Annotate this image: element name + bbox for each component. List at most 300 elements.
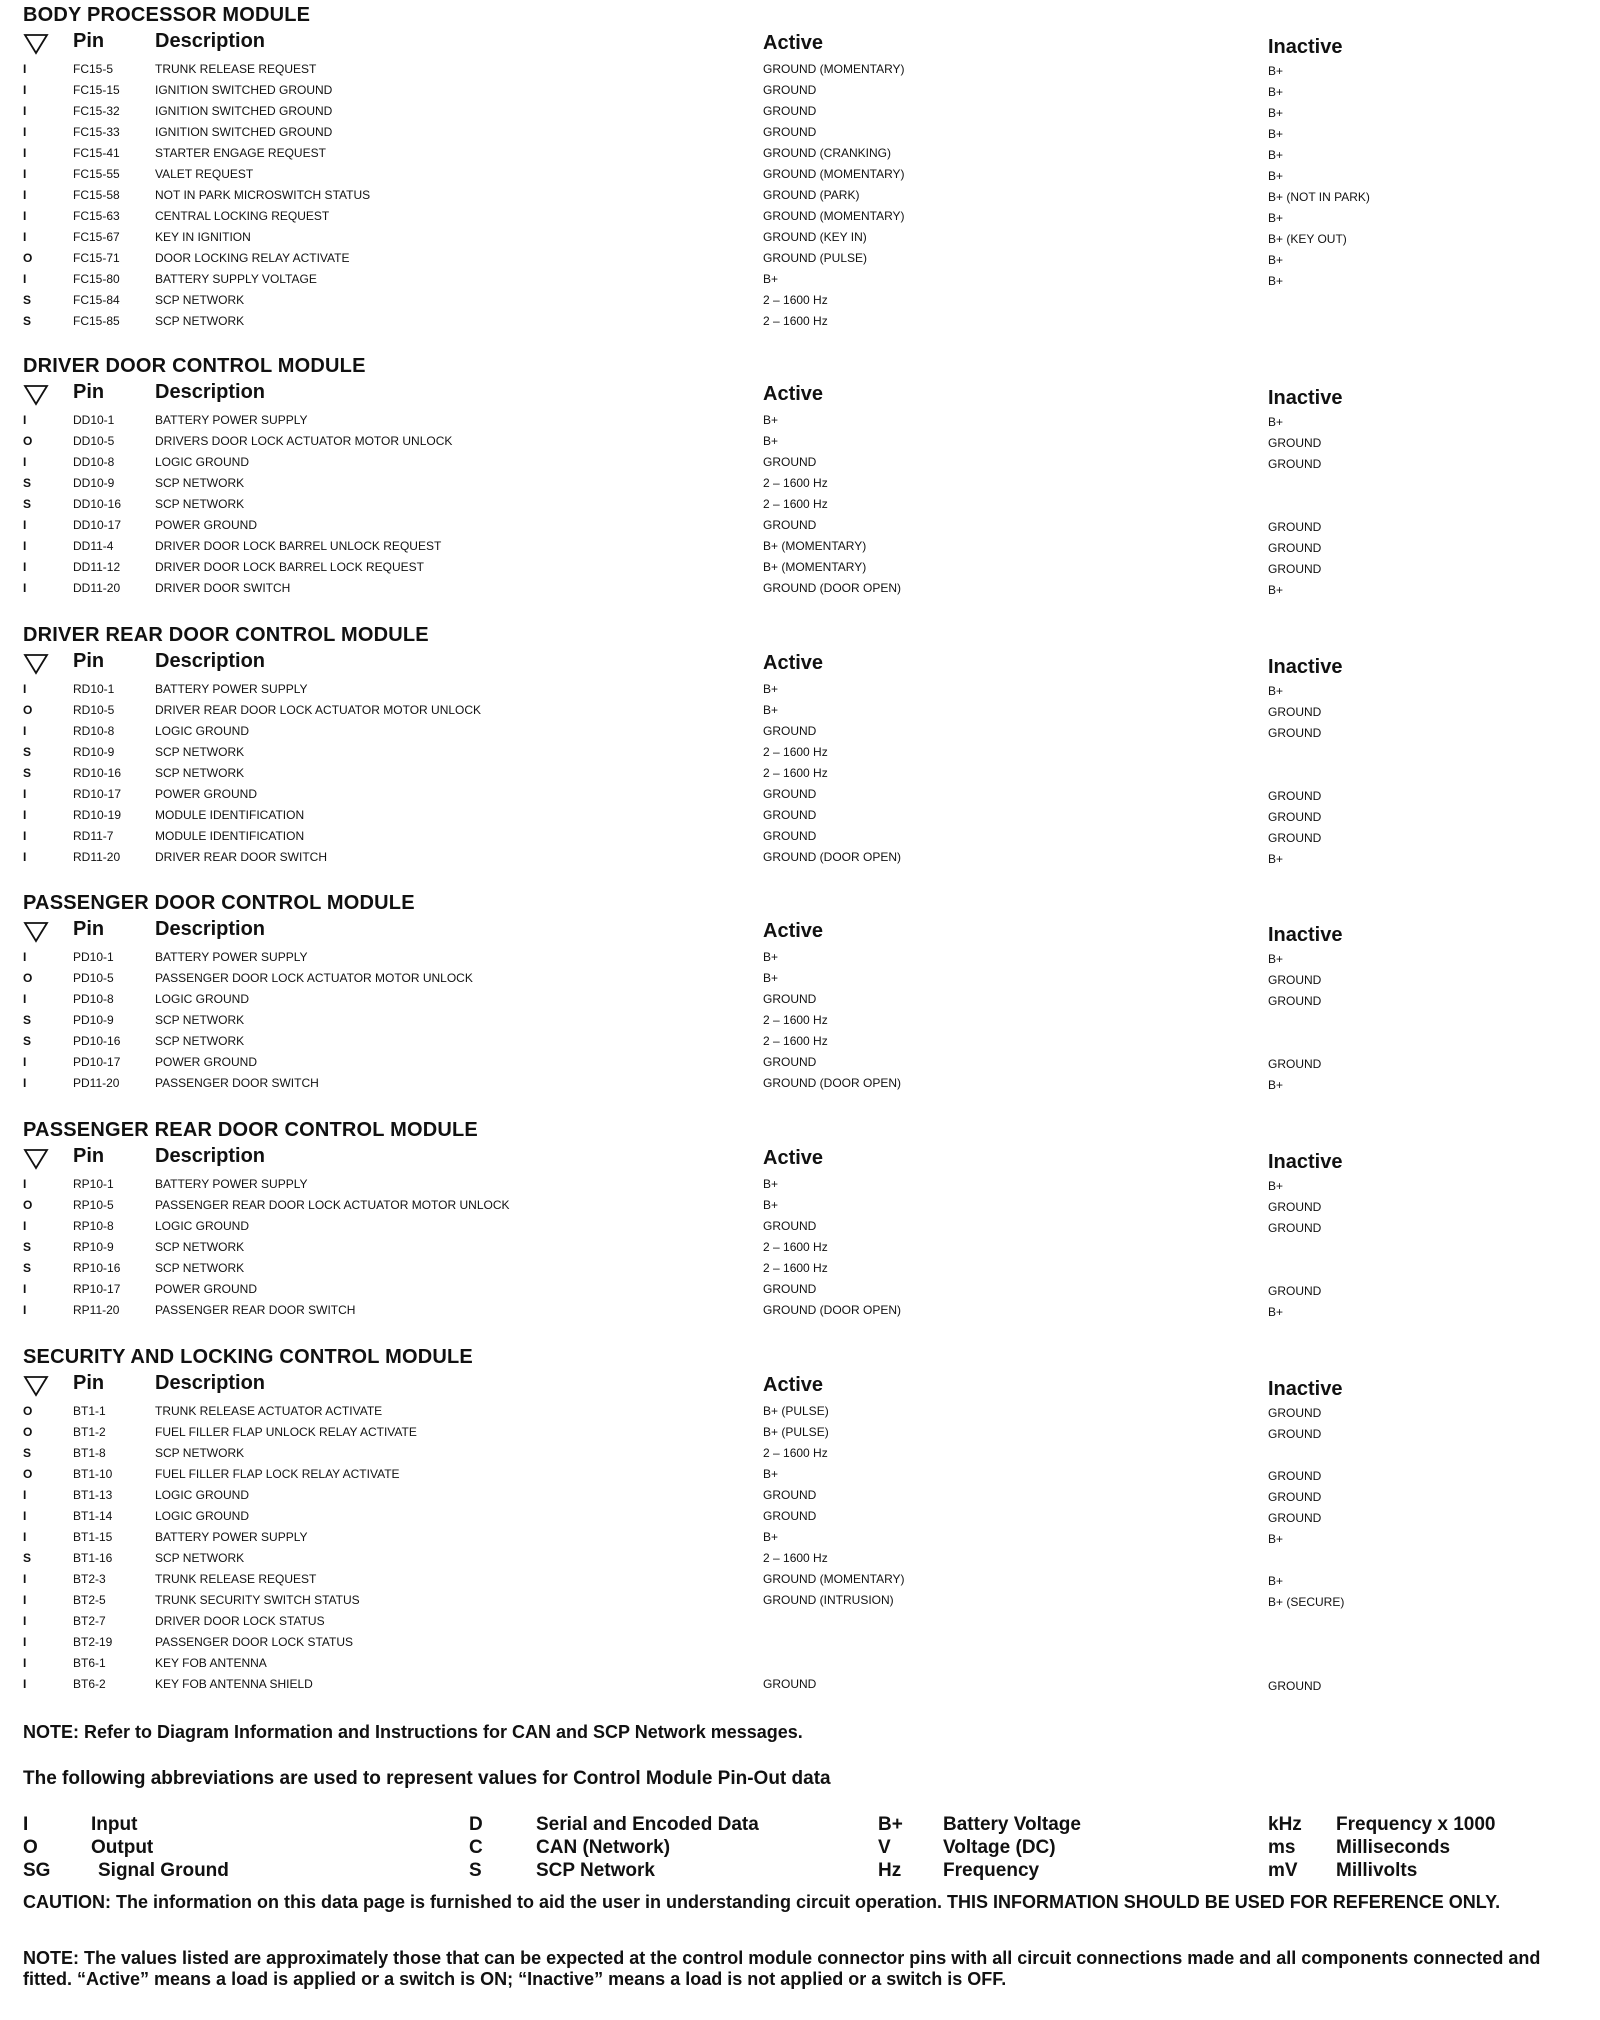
pin-type: I	[23, 1282, 27, 1296]
abbr-code: SG	[23, 1860, 51, 1881]
header-pin: Pin	[73, 30, 105, 52]
abbr-code: B+	[878, 1814, 903, 1835]
table-row	[23, 1257, 1583, 1278]
active-value: GROUND (CRANKING)	[763, 146, 891, 160]
table-row	[23, 946, 1583, 967]
pin-description: DRIVER REAR DOOR SWITCH	[155, 850, 328, 864]
pin-id: FC15-55	[73, 167, 120, 181]
pin-description: FUEL FILLER FLAP UNLOCK RELAY ACTIVATE	[155, 1425, 417, 1439]
pin-type: S	[23, 1551, 32, 1565]
abbr-meaning: Frequency x 1000	[1336, 1814, 1496, 1835]
triangle-icon	[23, 1147, 49, 1171]
inactive-value: B+	[1268, 415, 1284, 429]
pin-type: I	[23, 1055, 27, 1069]
pin-id: DD10-9	[73, 476, 115, 490]
active-value: GROUND (INTRUSION)	[763, 1593, 894, 1607]
inactive-value: B+	[1268, 583, 1284, 597]
pin-type: I	[23, 1677, 27, 1691]
inactive-value: B+	[1268, 1179, 1284, 1193]
abbr-code: ms	[1268, 1837, 1296, 1858]
active-value: GROUND (PULSE)	[763, 251, 868, 265]
header-active: Active	[763, 32, 824, 54]
table-body	[23, 678, 1583, 867]
pin-id: FC15-58	[73, 188, 120, 202]
pin-type: I	[23, 83, 27, 97]
active-value: B+	[763, 1198, 779, 1212]
table-row	[23, 1421, 1583, 1442]
inactive-value: GROUND	[1268, 1057, 1322, 1071]
pin-description: SCP NETWORK	[155, 1446, 245, 1460]
pin-type: I	[23, 950, 27, 964]
pin-type: S	[23, 1240, 32, 1254]
table-row	[23, 1030, 1583, 1051]
active-value: GROUND	[763, 1055, 817, 1069]
table-row	[23, 535, 1583, 556]
pin-description: IGNITION SWITCHED GROUND	[155, 125, 333, 139]
active-value: GROUND (DOOR OPEN)	[763, 1076, 901, 1090]
pin-description: SCP NETWORK	[155, 1551, 245, 1565]
pin-id: FC15-71	[73, 251, 120, 265]
table-row	[23, 409, 1583, 430]
caution-text: CAUTION: The information on this data page is furnished to aid the user in understanding circuit operation. THIS INFORMATION SHOULD BE USED FOR REFERENCE ONLY.	[23, 1892, 1501, 1912]
inactive-value: B+	[1268, 64, 1284, 78]
pin-id: BT1-10	[73, 1467, 113, 1481]
pin-id: BT1-1	[73, 1404, 106, 1418]
active-value: B+	[763, 1177, 779, 1191]
pin-type: I	[23, 682, 27, 696]
pin-id: BT1-16	[73, 1551, 113, 1565]
pin-type: O	[23, 1404, 33, 1418]
table-row	[23, 988, 1583, 1009]
active-value: 2 – 1600 Hz	[763, 1240, 828, 1254]
active-value: B+ (MOMENTARY)	[763, 539, 867, 553]
abbr-code: kHz	[1268, 1814, 1302, 1835]
table-row	[23, 268, 1583, 289]
pin-type: I	[23, 1219, 27, 1233]
table-row	[23, 1673, 1583, 1694]
table-row	[23, 1505, 1583, 1526]
pin-id: FC15-5	[73, 62, 114, 76]
pin-type: I	[23, 62, 27, 76]
values-note: NOTE: The values listed are approximately those that can be expected at the control module connector pins with all circuit connections made and all components connected and fitted. “Active” means a load is applied or a switch is ON; “Inactive” means a load is not applied or a switch is OFF.	[23, 1948, 1541, 1989]
pin-id: DD11-4	[73, 539, 114, 553]
pin-description: KEY FOB ANTENNA	[155, 1656, 267, 1670]
table-body	[23, 1400, 1583, 1694]
pin-description: LOGIC GROUND	[155, 1488, 250, 1502]
table-row	[23, 1526, 1583, 1547]
active-value: B+	[763, 703, 779, 717]
pin-description: MODULE IDENTIFICATION	[155, 829, 305, 843]
table-row	[23, 783, 1583, 804]
pin-id: FC15-67	[73, 230, 120, 244]
pin-id: BT2-19	[73, 1635, 113, 1649]
pin-id: BT2-5	[73, 1593, 106, 1607]
triangle-icon	[23, 1374, 49, 1398]
abbr-meaning: Serial and Encoded Data	[536, 1814, 759, 1835]
inactive-value: GROUND	[1268, 562, 1322, 576]
header-pin: Pin	[73, 1372, 105, 1394]
pin-id: BT1-2	[73, 1425, 106, 1439]
pin-description: VALET REQUEST	[155, 167, 254, 181]
inactive-value: B+	[1268, 106, 1284, 120]
active-value: GROUND	[763, 724, 817, 738]
active-value: 2 – 1600 Hz	[763, 1446, 828, 1460]
table-row	[23, 1215, 1583, 1236]
triangle-icon	[23, 32, 49, 56]
active-value: 2 – 1600 Hz	[763, 476, 828, 490]
inactive-value: GROUND	[1268, 831, 1322, 845]
inactive-value: GROUND	[1268, 789, 1322, 803]
header-active: Active	[763, 383, 824, 405]
header-active: Active	[763, 920, 824, 942]
pin-id: FC15-32	[73, 104, 120, 118]
inactive-value: GROUND	[1268, 541, 1322, 555]
active-value: GROUND (DOOR OPEN)	[763, 1303, 901, 1317]
active-value: B+	[763, 1530, 779, 1544]
pin-description: IGNITION SWITCHED GROUND	[155, 83, 333, 97]
active-value: GROUND (DOOR OPEN)	[763, 581, 901, 595]
header-inactive: Inactive	[1268, 924, 1343, 946]
pin-type: I	[23, 1076, 27, 1090]
header-description: Description	[155, 30, 266, 52]
inactive-value: B+	[1268, 852, 1284, 866]
pin-type: I	[23, 850, 27, 864]
abbr-meaning: Millivolts	[1336, 1860, 1418, 1881]
pin-type: I	[23, 1303, 27, 1317]
active-value: GROUND	[763, 829, 817, 843]
inactive-value: GROUND	[1268, 973, 1322, 987]
active-value: GROUND	[763, 455, 817, 469]
pin-description: PASSENGER REAR DOOR SWITCH	[155, 1303, 356, 1317]
pin-description: LOGIC GROUND	[155, 455, 250, 469]
active-value: B+	[763, 1467, 779, 1481]
pin-type: I	[23, 992, 27, 1006]
pin-description: IGNITION SWITCHED GROUND	[155, 104, 333, 118]
pin-type: O	[23, 703, 33, 717]
pin-type: I	[23, 188, 27, 202]
table-row	[23, 451, 1583, 472]
table-row	[23, 247, 1583, 268]
active-value: B+	[763, 272, 779, 286]
triangle-icon	[23, 652, 49, 676]
abbr-meaning: Voltage (DC)	[943, 1837, 1056, 1858]
inactive-value: B+ (SECURE)	[1268, 1595, 1345, 1609]
pin-type: I	[23, 539, 27, 553]
table-row	[23, 1463, 1583, 1484]
active-value: B+ (MOMENTARY)	[763, 560, 867, 574]
pin-type: O	[23, 251, 33, 265]
pin-description: DRIVER DOOR LOCK BARREL UNLOCK REQUEST	[155, 539, 442, 553]
pin-description: PASSENGER DOOR SWITCH	[155, 1076, 319, 1090]
pin-id: PD10-5	[73, 971, 114, 985]
inactive-value: GROUND	[1268, 994, 1322, 1008]
pin-type: I	[23, 125, 27, 139]
pin-description: POWER GROUND	[155, 787, 257, 801]
pin-description: DRIVER DOOR LOCK STATUS	[155, 1614, 325, 1628]
pin-type: I	[23, 581, 27, 595]
section-passenger-rear-door-control-module	[23, 1119, 1583, 1320]
active-value: 2 – 1600 Hz	[763, 1034, 828, 1048]
table-row	[23, 58, 1583, 79]
pin-id: BT1-8	[73, 1446, 106, 1460]
pin-id: BT1-13	[73, 1488, 113, 1502]
pin-type: I	[23, 1656, 27, 1670]
pin-id: FC15-84	[73, 293, 120, 307]
pin-description: NOT IN PARK MICROSWITCH STATUS	[155, 188, 371, 202]
section-body-processor-module	[23, 4, 1583, 331]
header-inactive: Inactive	[1268, 387, 1343, 409]
active-value: GROUND	[763, 83, 817, 97]
section-title: DRIVER REAR DOOR CONTROL MODULE	[23, 624, 429, 646]
header-active: Active	[763, 652, 824, 674]
table-row	[23, 699, 1583, 720]
pin-type: S	[23, 1034, 32, 1048]
abbreviations-legend	[23, 1814, 1583, 1886]
pin-description: LOGIC GROUND	[155, 724, 250, 738]
inactive-value: B+	[1268, 1078, 1284, 1092]
table-row	[23, 1652, 1583, 1673]
pin-id: BT6-2	[73, 1677, 106, 1691]
pin-type: I	[23, 1635, 27, 1649]
inactive-value: GROUND	[1268, 1200, 1322, 1214]
table-row	[23, 1484, 1583, 1505]
active-value: B+	[763, 682, 779, 696]
table-row	[23, 1568, 1583, 1589]
pin-type: O	[23, 1467, 33, 1481]
table-row	[23, 804, 1583, 825]
pin-id: RD10-19	[73, 808, 122, 822]
pin-id: BT6-1	[73, 1656, 106, 1670]
pin-type: I	[23, 167, 27, 181]
pin-type: I	[23, 272, 27, 286]
pin-description: POWER GROUND	[155, 518, 257, 532]
table-row	[23, 184, 1583, 205]
table-row	[23, 1072, 1583, 1093]
header-pin: Pin	[73, 1145, 105, 1167]
inactive-value: GROUND	[1268, 1406, 1322, 1420]
pin-type: I	[23, 560, 27, 574]
active-value: B+	[763, 950, 779, 964]
pin-description: BATTERY SUPPLY VOLTAGE	[155, 272, 317, 286]
table-header	[23, 1368, 1583, 1400]
inactive-value: B+	[1268, 952, 1284, 966]
table-body	[23, 946, 1583, 1093]
section-passenger-door-control-module	[23, 892, 1583, 1093]
table-row	[23, 430, 1583, 451]
abbr-meaning: CAN (Network)	[536, 1837, 671, 1858]
table-header	[23, 377, 1583, 409]
pin-id: FC15-63	[73, 209, 120, 223]
pin-id: DD10-5	[73, 434, 115, 448]
active-value: 2 – 1600 Hz	[763, 766, 828, 780]
pin-description: KEY FOB ANTENNA SHIELD	[155, 1677, 313, 1691]
pin-type: S	[23, 314, 32, 328]
pin-description: TRUNK SECURITY SWITCH STATUS	[155, 1593, 360, 1607]
inactive-value: GROUND	[1268, 1511, 1322, 1525]
header-inactive: Inactive	[1268, 656, 1343, 678]
active-value: 2 – 1600 Hz	[763, 1261, 828, 1275]
table-row	[23, 556, 1583, 577]
abbr-meaning: Output	[91, 1837, 154, 1858]
table-row	[23, 1278, 1583, 1299]
header-pin: Pin	[73, 650, 105, 672]
pin-description: POWER GROUND	[155, 1055, 257, 1069]
inactive-value: B+	[1268, 1532, 1284, 1546]
pin-description: SCP NETWORK	[155, 497, 245, 511]
pin-description: BATTERY POWER SUPPLY	[155, 950, 308, 964]
inactive-value: GROUND	[1268, 726, 1322, 740]
table-row	[23, 1589, 1583, 1610]
table-row	[23, 1442, 1583, 1463]
active-value: GROUND (MOMENTARY)	[763, 167, 905, 181]
pin-id: RD11-20	[73, 850, 121, 864]
pin-description: DRIVERS DOOR LOCK ACTUATOR MOTOR UNLOCK	[155, 434, 453, 448]
pin-id: RP10-9	[73, 1240, 114, 1254]
header-active: Active	[763, 1374, 824, 1396]
table-row	[23, 226, 1583, 247]
pin-type: O	[23, 1425, 33, 1439]
table-row	[23, 493, 1583, 514]
abbr-code: Hz	[878, 1860, 902, 1881]
active-value: GROUND (KEY IN)	[763, 230, 867, 244]
table-row	[23, 121, 1583, 142]
pin-id: BT2-3	[73, 1572, 106, 1586]
table-row	[23, 163, 1583, 184]
table-row	[23, 1194, 1583, 1215]
inactive-value: B+	[1268, 127, 1284, 141]
pin-id: RD10-5	[73, 703, 115, 717]
pin-description: TRUNK RELEASE REQUEST	[155, 62, 317, 76]
pin-type: I	[23, 1614, 27, 1628]
table-row	[23, 1236, 1583, 1257]
pin-type: O	[23, 1198, 33, 1212]
pin-type: I	[23, 787, 27, 801]
pin-type: I	[23, 209, 27, 223]
pin-id: PD10-1	[73, 950, 114, 964]
pin-description: TRUNK RELEASE REQUEST	[155, 1572, 317, 1586]
pin-id: DD10-8	[73, 455, 115, 469]
pin-description: POWER GROUND	[155, 1282, 257, 1296]
section-driver-rear-door-control-module	[23, 624, 1583, 867]
pin-description: SCP NETWORK	[155, 1261, 245, 1275]
pin-id: RD10-1	[73, 682, 115, 696]
abbr-code: D	[469, 1814, 483, 1835]
inactive-value: B+	[1268, 211, 1284, 225]
pin-id: PD10-8	[73, 992, 114, 1006]
pin-id: RD10-17	[73, 787, 122, 801]
header-description: Description	[155, 1145, 266, 1167]
pin-description: DRIVER REAR DOOR LOCK ACTUATOR MOTOR UNLOCK	[155, 703, 482, 717]
inactive-value: B+	[1268, 169, 1284, 183]
active-value: 2 – 1600 Hz	[763, 1551, 828, 1565]
table-row	[23, 1051, 1583, 1072]
active-value: GROUND	[763, 1282, 817, 1296]
inactive-value: GROUND	[1268, 436, 1322, 450]
table-row	[23, 846, 1583, 867]
inactive-value: B+ (KEY OUT)	[1268, 232, 1347, 246]
pin-id: PD10-17	[73, 1055, 121, 1069]
header-inactive: Inactive	[1268, 36, 1343, 58]
pin-id: RP11-20	[73, 1303, 120, 1317]
active-value: B+	[763, 434, 779, 448]
inactive-value: B+	[1268, 253, 1284, 267]
pin-description: BATTERY POWER SUPPLY	[155, 1177, 308, 1191]
abbr-code: mV	[1268, 1860, 1298, 1881]
pin-description: STARTER ENGAGE REQUEST	[155, 146, 326, 160]
pin-description: MODULE IDENTIFICATION	[155, 808, 305, 822]
active-value: GROUND (DOOR OPEN)	[763, 850, 901, 864]
section-title: DRIVER DOOR CONTROL MODULE	[23, 355, 366, 377]
table-row	[23, 205, 1583, 226]
pin-type: I	[23, 1509, 27, 1523]
header-inactive: Inactive	[1268, 1378, 1343, 1400]
pin-id: PD11-20	[73, 1076, 120, 1090]
inactive-value: GROUND	[1268, 1679, 1322, 1693]
pin-description: FUEL FILLER FLAP LOCK RELAY ACTIVATE	[155, 1467, 400, 1481]
pin-type: I	[23, 518, 27, 532]
table-row	[23, 1009, 1583, 1030]
header-inactive: Inactive	[1268, 1151, 1343, 1173]
inactive-value: B+	[1268, 148, 1284, 162]
pin-description: TRUNK RELEASE ACTUATOR ACTIVATE	[155, 1404, 383, 1418]
pin-type: S	[23, 497, 32, 511]
table-row	[23, 1547, 1583, 1568]
abbreviations-intro: The following abbreviations are used to represent values for Control Module Pin-Out data	[23, 1768, 831, 1789]
active-value: GROUND	[763, 1488, 817, 1502]
inactive-value: GROUND	[1268, 705, 1322, 719]
pin-description: DRIVER DOOR SWITCH	[155, 581, 291, 595]
abbr-code: O	[23, 1837, 38, 1858]
active-value: GROUND (MOMENTARY)	[763, 62, 905, 76]
table-row	[23, 310, 1583, 331]
active-value: B+ (PULSE)	[763, 1404, 829, 1418]
pin-id: BT1-15	[73, 1530, 113, 1544]
active-value: GROUND (MOMENTARY)	[763, 209, 905, 223]
active-value: B+	[763, 971, 779, 985]
abbr-code: I	[23, 1814, 29, 1835]
abbr-meaning: Frequency	[943, 1860, 1040, 1881]
pin-description: SCP NETWORK	[155, 745, 245, 759]
inactive-value: GROUND	[1268, 1469, 1322, 1483]
inactive-value: B+ (NOT IN PARK)	[1268, 190, 1370, 204]
table-row	[23, 472, 1583, 493]
pin-id: DD10-16	[73, 497, 122, 511]
pin-type: I	[23, 230, 27, 244]
active-value: B+ (PULSE)	[763, 1425, 829, 1439]
abbr-code: C	[469, 1837, 483, 1858]
table-header	[23, 646, 1583, 678]
table-row	[23, 577, 1583, 598]
table-body	[23, 409, 1583, 598]
active-value: GROUND	[763, 518, 817, 532]
pin-id: DD11-12	[73, 560, 121, 574]
pin-description: DRIVER DOOR LOCK BARREL LOCK REQUEST	[155, 560, 424, 574]
pin-description: SCP NETWORK	[155, 293, 245, 307]
abbr-meaning: Battery Voltage	[943, 1814, 1081, 1835]
pin-type: S	[23, 1261, 32, 1275]
pin-id: FC15-15	[73, 83, 120, 97]
pin-type: I	[23, 146, 27, 160]
pin-description: LOGIC GROUND	[155, 1219, 250, 1233]
abbr-meaning: SCP Network	[536, 1860, 655, 1881]
pin-description: CENTRAL LOCKING REQUEST	[155, 209, 330, 223]
active-value: GROUND (MOMENTARY)	[763, 1572, 905, 1586]
active-value: GROUND (PARK)	[763, 188, 860, 202]
table-row	[23, 678, 1583, 699]
pin-type: I	[23, 1177, 27, 1191]
table-header	[23, 26, 1583, 58]
pin-id: BT1-14	[73, 1509, 113, 1523]
